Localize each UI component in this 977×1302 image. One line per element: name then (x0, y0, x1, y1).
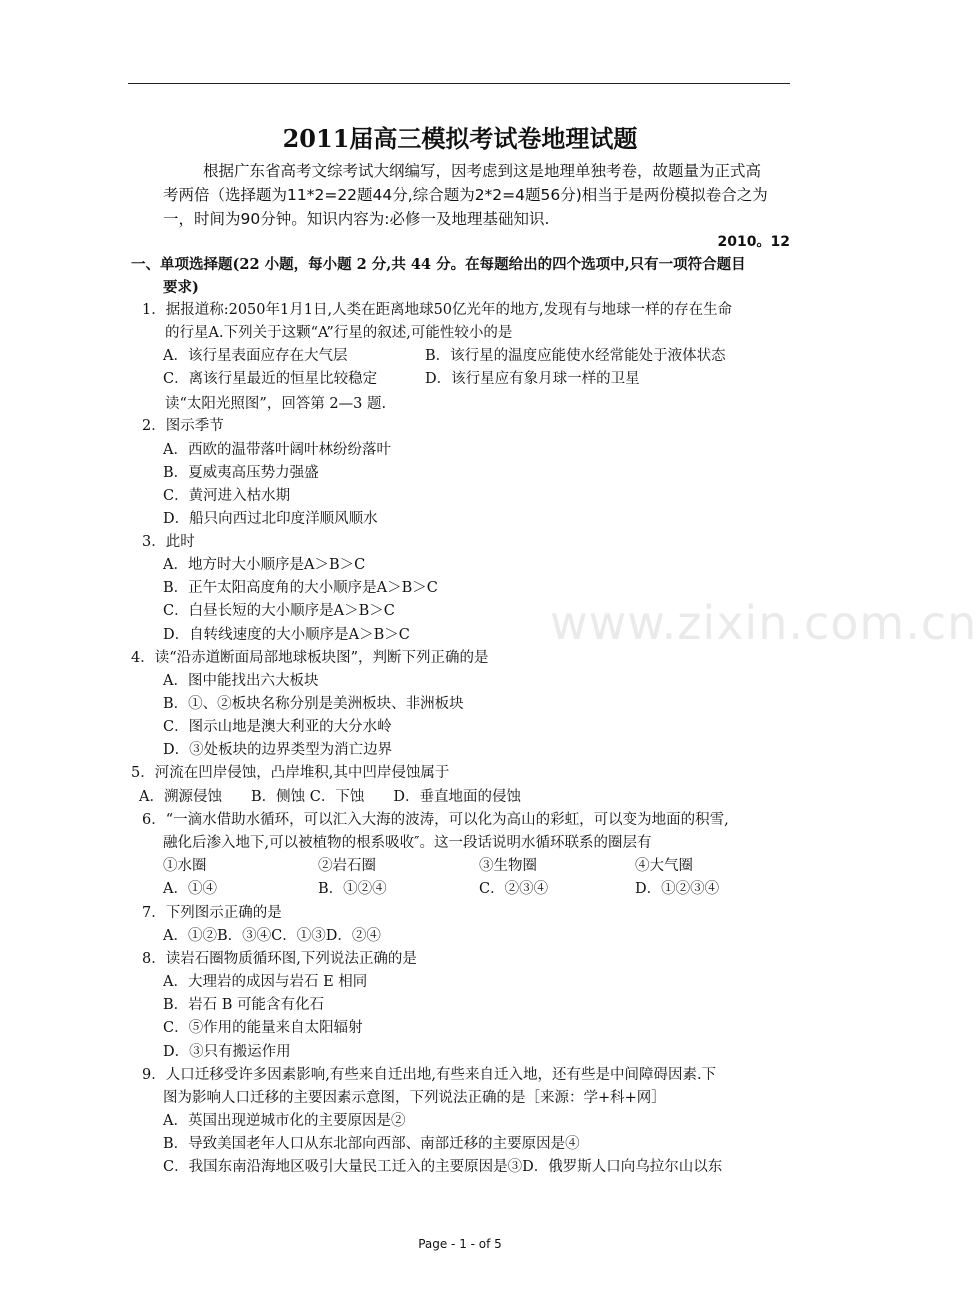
question-line: B．导致美国老年人口从东北部向西部、南部迁移的主要原因是④ (163, 1136, 580, 1152)
intro-line: 一，时间为90分钟。知识内容为:必修一及地理基础知识. (163, 210, 550, 228)
question-line: 的行星A.下列关于这颗“A”行星的叙述,可能性较小的是 (165, 325, 513, 341)
question-line: D．自转线速度的大小顺序是A＞B＞C (163, 627, 410, 643)
question-line: D．该行星应有象月球一样的卫星 (425, 371, 640, 387)
question-line: B．①②④ (318, 881, 387, 897)
question-line: A．溯源侵蚀 B．侧蚀 C．下蚀 D．垂直地面的侵蚀 (139, 789, 521, 805)
question-line: B．①、②板块名称分别是美洲板块、非洲板块 (163, 696, 464, 712)
question-line: 3．此时 (142, 534, 195, 550)
question-line: D．①②③④ (635, 881, 720, 897)
page-footer: Page - 1 - of 5 (418, 1237, 502, 1251)
question-line: B．该行星的温度应能使水经常能处于液体状态 (425, 348, 726, 364)
question-line: B．夏威夷高压势力强盛 (163, 465, 319, 481)
intro-line: 考两倍（选择题为11*2=22题44分,综合题为2*2=4题56分)相当于是两份模拟卷合之为 (163, 186, 768, 204)
section-heading: 一、单项选择题(22 小题，每小题 2 分,共 44 分。在每题给出的四个选项中,只有一项符合题目 (131, 256, 746, 273)
question-line: A．图中能找出六大板块 (163, 673, 319, 689)
question-line: A．①④ (163, 881, 217, 897)
question-line: 1．据报道称:2050年1月1日,人类在距离地球50亿光年的地方,发现有与地球一样的存在生命 (142, 302, 733, 318)
question-line: C．白昼长短的大小顺序是A＞B＞C (163, 603, 395, 619)
intro-line: 根据广东省高考文综考试大纲编写，因考虑到这是地理单独考卷，故题量为正式高 (203, 162, 762, 180)
question-line: 9．人口迁移受许多因素影响,有些来自迁出地,有些来自迁入地，还有些是中间障碍因素.下 (142, 1067, 717, 1083)
question-line: D．③只有搬运作用 (163, 1044, 291, 1060)
question-line: 融化后渗入地下,可以被植物的根系吸收″。这一段话说明水循环联系的圈层有 (163, 835, 652, 851)
question-line: 2．图示季节 (142, 418, 224, 434)
question-line: A．大理岩的成因与岩石 E 相同 (163, 974, 368, 990)
question-line: A．地方时大小顺序是A＞B＞C (163, 557, 366, 573)
question-line: 图为影响人口迁移的主要因素示意图，下列说法正确的是［来源：学+科+网］ (163, 1090, 666, 1106)
question-line: C．黄河进入枯水期 (163, 488, 291, 504)
question-line: C．我国东南沿海地区吸引大量民工迁入的主要原因是③D．俄罗斯人口向乌拉尔山以东 (163, 1159, 723, 1175)
section-heading: 要求) (163, 279, 199, 296)
question-line: ②岩石圈 (318, 858, 376, 874)
question-line: ③生物圈 (479, 858, 537, 874)
question-line: ④大气圈 (635, 858, 693, 874)
question-line: 读“太阳光照图”，回答第 2—3 题. (165, 396, 387, 412)
page-title: 2011届高三模拟考试卷地理试题 (282, 124, 638, 153)
question-line: ①水圈 (163, 858, 207, 874)
header-rule (128, 83, 790, 84)
question-line: 4．读“沿赤道断面局部地球板块图”，判断下列正确的是 (131, 650, 489, 666)
question-line: 8．读岩石圈物质循环图,下列说法正确的是 (142, 951, 417, 967)
question-line: C．图示山地是澳大利亚的大分水岭 (163, 719, 392, 735)
question-line: A．西欧的温带落叶阔叶林纷纷落叶 (163, 442, 391, 458)
question-line: 7．下列图示正确的是 (142, 905, 282, 921)
question-line: D．③处板块的边界类型为消亡边界 (163, 742, 393, 758)
question-line: 6．“一滴水借助水循环，可以汇入大海的波涛，可以化为高山的彩虹，可以变为地面的积雪, (142, 812, 729, 828)
question-line: C．⑤作用的能量来自太阳辐射 (163, 1020, 363, 1036)
watermark: www.zixin.com.cn (550, 596, 977, 650)
question-line: 5．河流在凹岸侵蚀，凸岸堆积,其中凹岸侵蚀属于 (131, 765, 450, 781)
question-line: A．英国出现逆城市化的主要原因是② (163, 1113, 406, 1129)
question-line: B．正午太阳高度角的大小顺序是A＞B＞C (163, 580, 438, 596)
question-line: A．①②B．③④C．①③D．②④ (163, 928, 381, 944)
question-line: A．该行星表面应存在大气层 (163, 348, 348, 364)
question-line: D．船只向西过北印度洋顺风顺水 (163, 511, 378, 527)
question-line: C．离该行星最近的恒星比较稳定 (163, 371, 378, 387)
date-label: 2010。12 (717, 234, 790, 250)
question-line: B．岩石 B 可能含有化石 (163, 997, 325, 1013)
question-line: C．②③④ (479, 881, 549, 897)
